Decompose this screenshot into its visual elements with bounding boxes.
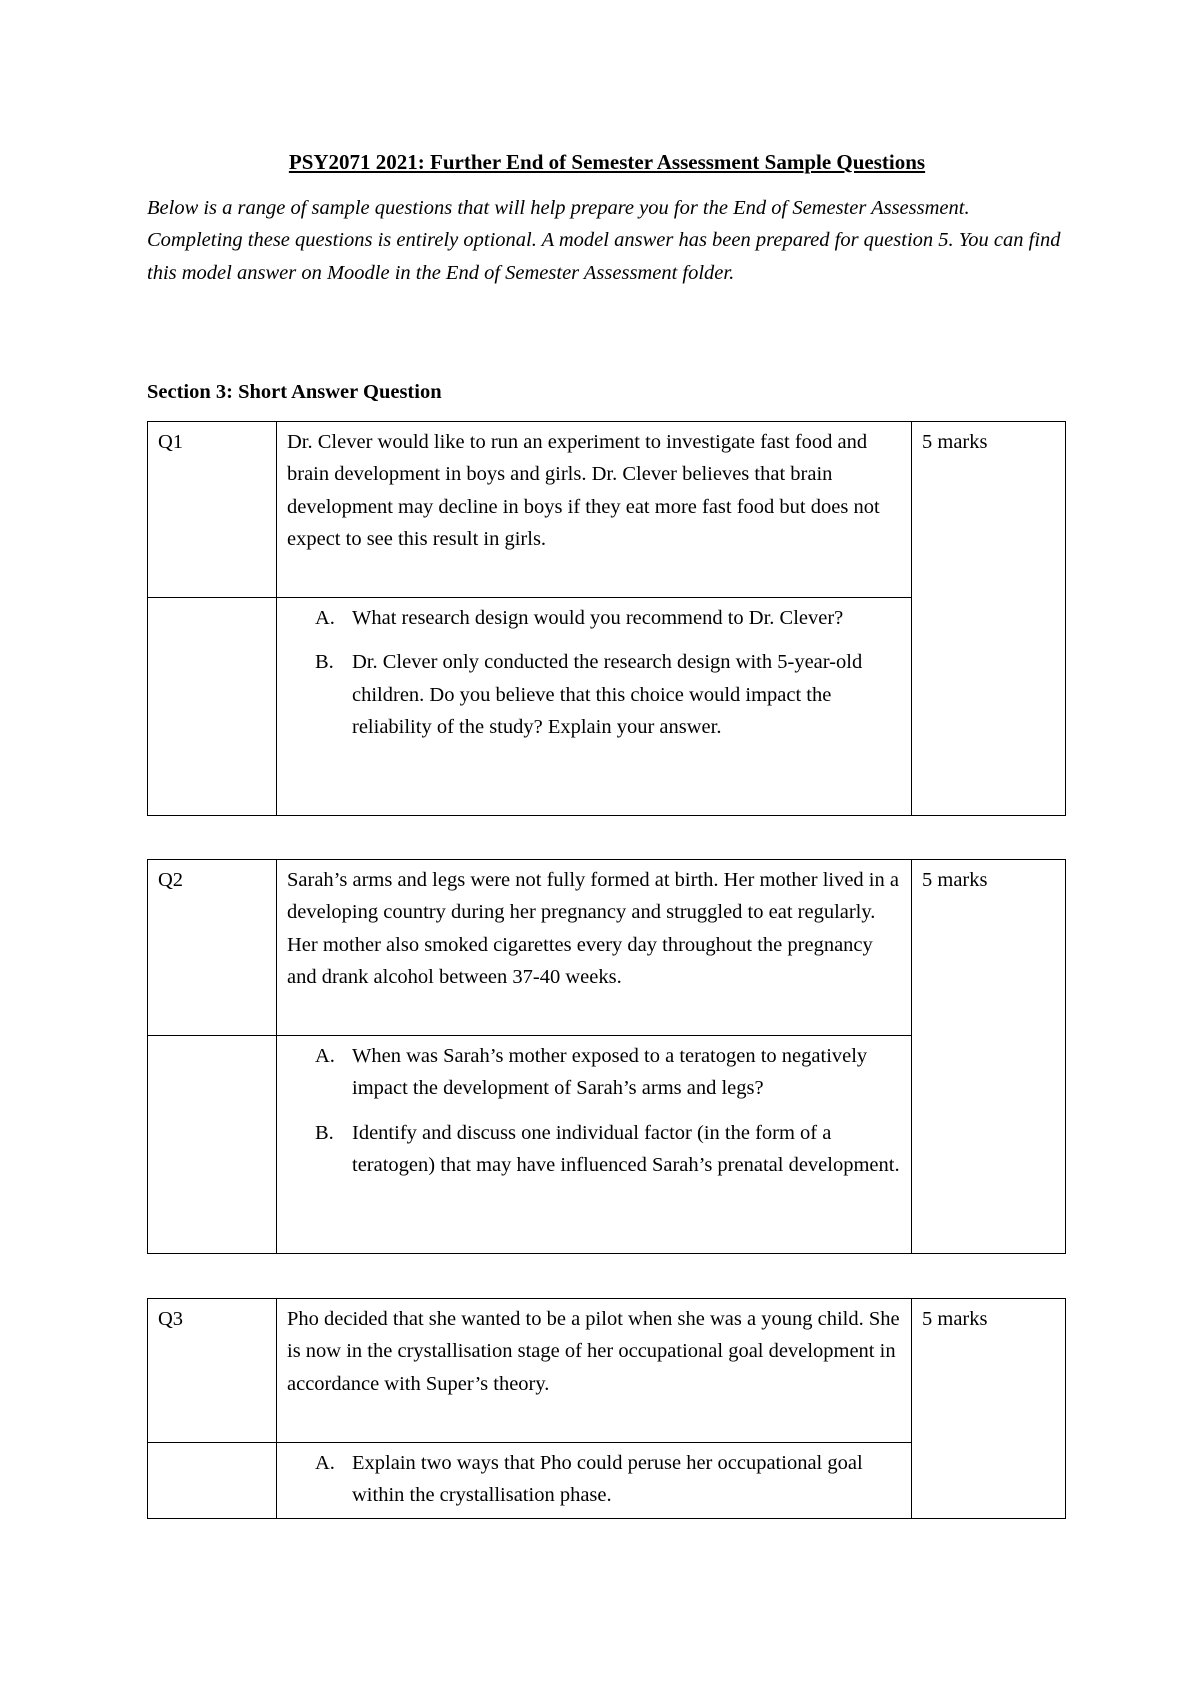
question-part <box>315 602 901 634</box>
question-parts-cell <box>277 598 912 816</box>
question-parts <box>287 602 901 744</box>
question-number-continued <box>148 598 277 816</box>
question-marks: 5 marks <box>912 860 1066 1254</box>
part-label: B. <box>315 651 334 674</box>
question-number-continued <box>148 1443 277 1519</box>
part-label: A. <box>315 1045 335 1067</box>
question-stem: Dr. Clever would like to run an experiment to investigate fast food and brain development in boys and girls. Dr. Clever believes that brain development may decline in boys if they eat more fast food but does not expect to see this result in girls. <box>277 422 912 598</box>
question-parts <box>287 1040 901 1182</box>
part-text: Explain two ways that Pho could peruse her occupational goal within the crystallisation phase. <box>352 1452 863 1507</box>
document-title: PSY2071 2021: Further End of Semester Assessment Sample Questions <box>288 150 926 174</box>
part-label: A. <box>315 607 335 629</box>
question-parts-cell <box>277 1443 912 1519</box>
question-number: Q1 <box>148 422 277 598</box>
part-text: What research design would you recommend to Dr. Clever? <box>352 607 844 629</box>
question-marks: 5 marks <box>912 1299 1066 1519</box>
question-part <box>315 1447 901 1512</box>
part-label: B. <box>315 1121 334 1144</box>
question-number-continued <box>148 1036 277 1254</box>
question-part <box>315 1040 901 1105</box>
question-stem: Sarah’s arms and legs were not fully formed at birth. Her mother lived in a developing country during her pregnancy and struggled to eat regularly. Her mother also smoked cigarettes every day throughout the pregnancy and drank alcohol between 37-40 weeks. <box>277 860 912 1036</box>
question-parts-cell <box>277 1036 912 1254</box>
question-parts <box>287 1447 901 1512</box>
question-number: Q3 <box>148 1299 277 1443</box>
question-table-q1 <box>147 421 1066 816</box>
question-table-q3 <box>147 1298 1066 1519</box>
question-number: Q2 <box>148 860 277 1036</box>
intro-paragraph: Below is a range of sample questions that will help prepare you for the End of Semester Assessment. Completing these questions is entirely optional. A model answer has been prepared for question 5. You can find this model answer on Moodle in the End of Semester Assessment folder. <box>147 197 1061 284</box>
section-heading: Section 3: Short Answer Question <box>147 381 442 403</box>
question-stem: Pho decided that she wanted to be a pilot when she was a young child. She is now in the crystallisation stage of her occupational goal development in accordance with Super’s theory. <box>277 1299 912 1443</box>
part-text: When was Sarah’s mother exposed to a teratogen to negatively impact the development of Sarah’s arms and legs? <box>352 1045 868 1100</box>
question-table-q2 <box>147 859 1066 1254</box>
question-marks: 5 marks <box>912 422 1066 816</box>
question-part <box>315 646 901 743</box>
part-text: Identify and discuss one individual factor (in the form of a teratogen) that may have influenced Sarah’s prenatal development. <box>352 1121 900 1177</box>
question-part <box>315 1117 901 1182</box>
part-text: Dr. Clever only conducted the research design with 5-year-old children. Do you believe that this choice would impact the reliability of the study? Explain your answer. <box>352 651 863 739</box>
part-label: A. <box>315 1452 335 1474</box>
